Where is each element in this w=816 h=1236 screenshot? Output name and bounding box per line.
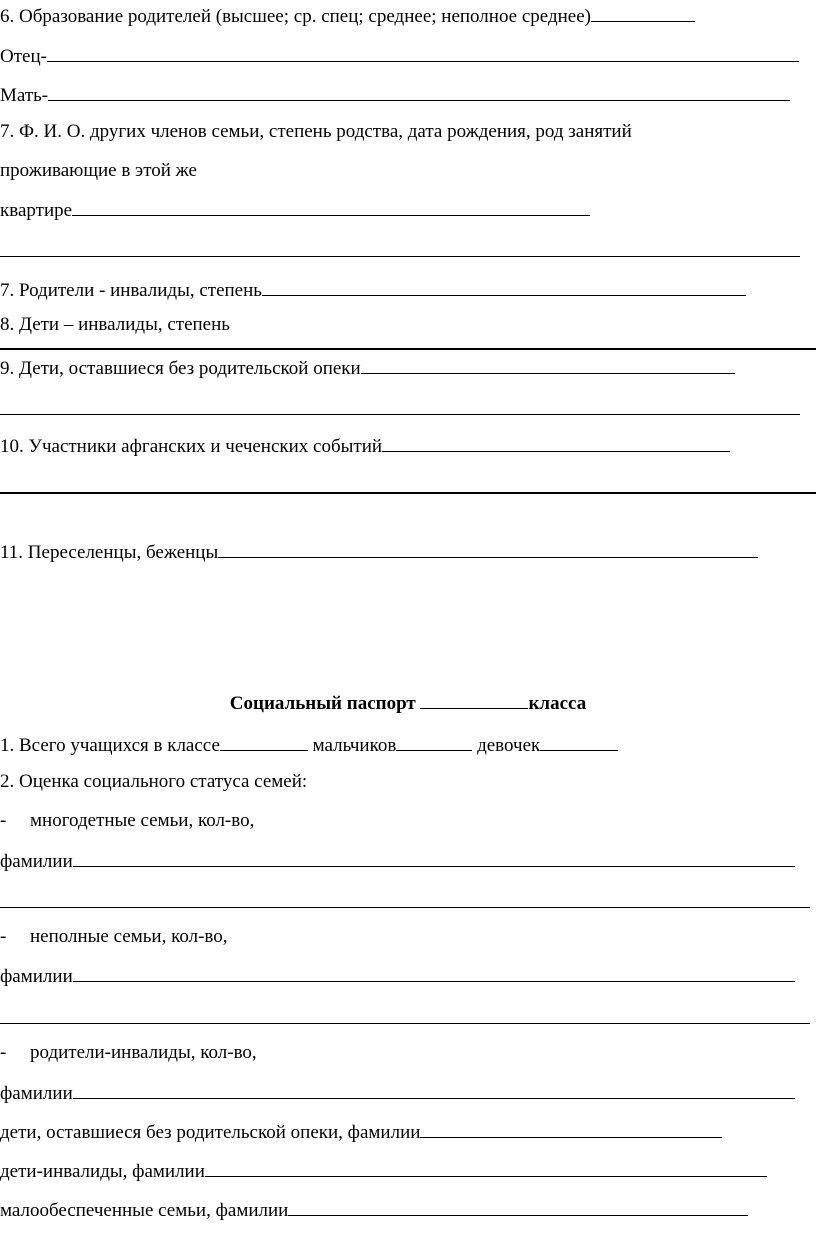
boys-label: мальчиков bbox=[307, 735, 397, 756]
passport-title bbox=[0, 691, 816, 715]
disabled-children-label: дети-инвалиды, фамилии bbox=[0, 1161, 205, 1182]
item7-line3-label: квартире bbox=[0, 200, 73, 221]
single-parent-surnames-line bbox=[0, 964, 795, 988]
total-blank[interactable] bbox=[220, 733, 308, 751]
low-income-line bbox=[0, 1198, 748, 1222]
item7b-line bbox=[0, 278, 746, 302]
dash-marker: - bbox=[0, 926, 7, 947]
girls-blank[interactable] bbox=[540, 733, 618, 751]
item6-line bbox=[0, 4, 695, 28]
surnames-label: фамилии bbox=[0, 1083, 73, 1104]
item9-blank[interactable] bbox=[361, 356, 735, 374]
passport-title-right: класса bbox=[528, 693, 587, 714]
disabled-children-blank[interactable] bbox=[205, 1159, 767, 1177]
dash-marker: - bbox=[0, 1042, 7, 1063]
disabled-children-line bbox=[0, 1159, 767, 1183]
item11-line bbox=[0, 540, 758, 564]
total-label: 1. Всего учащихся в классе bbox=[0, 735, 220, 756]
orphans-label: дети, оставшиеся без родительской опеки, фамилии bbox=[0, 1122, 421, 1143]
low-income-label: малообеспеченные семьи, фамилии bbox=[0, 1200, 289, 1221]
item7b-blank[interactable] bbox=[262, 278, 746, 296]
item7-extra-line[interactable] bbox=[0, 256, 800, 257]
total-line bbox=[0, 733, 618, 757]
item11-label: 11. Переселенцы, беженцы bbox=[0, 542, 219, 563]
dash-marker: - bbox=[0, 810, 7, 831]
large-families-blank[interactable] bbox=[73, 849, 795, 867]
mother-line bbox=[0, 83, 790, 107]
large-families-extra-line[interactable] bbox=[0, 907, 810, 908]
item10-label: 10. Участники афганских и чеченских событий bbox=[0, 436, 383, 457]
single-parent-line bbox=[0, 926, 228, 948]
item6-blank[interactable] bbox=[591, 4, 695, 22]
class-blank[interactable] bbox=[420, 691, 528, 709]
orphans-line bbox=[0, 1120, 722, 1144]
mother-blank[interactable] bbox=[48, 83, 790, 101]
section-rule-2 bbox=[0, 492, 816, 494]
item7b-label: 7. Родители - инвалиды, степень bbox=[0, 280, 262, 301]
single-parent-label: неполные семьи, кол-во, bbox=[30, 926, 228, 947]
large-families-line bbox=[0, 810, 254, 832]
disabled-parents-label: родители-инвалиды, кол-во, bbox=[30, 1042, 257, 1063]
item7-line2: проживающие в этой же bbox=[0, 160, 197, 181]
item8-line: 8. Дети – инвалиды, степень bbox=[0, 314, 230, 335]
status-line: 2. Оценка социального статуса семей: bbox=[0, 771, 308, 792]
item7-blank[interactable] bbox=[72, 198, 590, 216]
low-income-blank[interactable] bbox=[288, 1198, 748, 1216]
surnames-label: фамилии bbox=[0, 966, 73, 987]
item9-label: 9. Дети, оставшиеся без родительской опеки bbox=[0, 358, 361, 379]
girls-label: девочек bbox=[472, 735, 541, 756]
father-label: Отец- bbox=[0, 46, 47, 67]
item10-blank[interactable] bbox=[382, 434, 730, 452]
item9-extra-line[interactable] bbox=[0, 414, 800, 415]
passport-title-left: Социальный паспорт bbox=[229, 693, 421, 714]
father-blank[interactable] bbox=[47, 44, 799, 62]
disabled-parents-blank[interactable] bbox=[73, 1081, 795, 1099]
item6-label: 6. Образование родителей (высшее; ср. спец; среднее; неполное среднее) bbox=[0, 6, 592, 27]
mother-label: Мать- bbox=[0, 85, 49, 106]
boys-blank[interactable] bbox=[396, 733, 472, 751]
section-rule bbox=[0, 348, 816, 350]
single-parent-extra-line[interactable] bbox=[0, 1023, 810, 1024]
disabled-parents-line bbox=[0, 1042, 257, 1064]
item9-line bbox=[0, 356, 735, 380]
large-families-label: многодетные семьи, кол-во, bbox=[30, 810, 255, 831]
large-families-surnames-line bbox=[0, 849, 795, 873]
disabled-parents-surnames-line bbox=[0, 1081, 795, 1105]
item10-line bbox=[0, 434, 730, 458]
father-line bbox=[0, 44, 799, 68]
item7-line3 bbox=[0, 198, 590, 222]
orphans-blank[interactable] bbox=[420, 1120, 722, 1138]
item11-blank[interactable] bbox=[218, 540, 758, 558]
surnames-label: фамилии bbox=[0, 851, 73, 872]
item7-line1: 7. Ф. И. О. других членов семьи, степень родства, дата рождения, род занятий bbox=[0, 121, 632, 142]
single-parent-blank[interactable] bbox=[73, 964, 795, 982]
